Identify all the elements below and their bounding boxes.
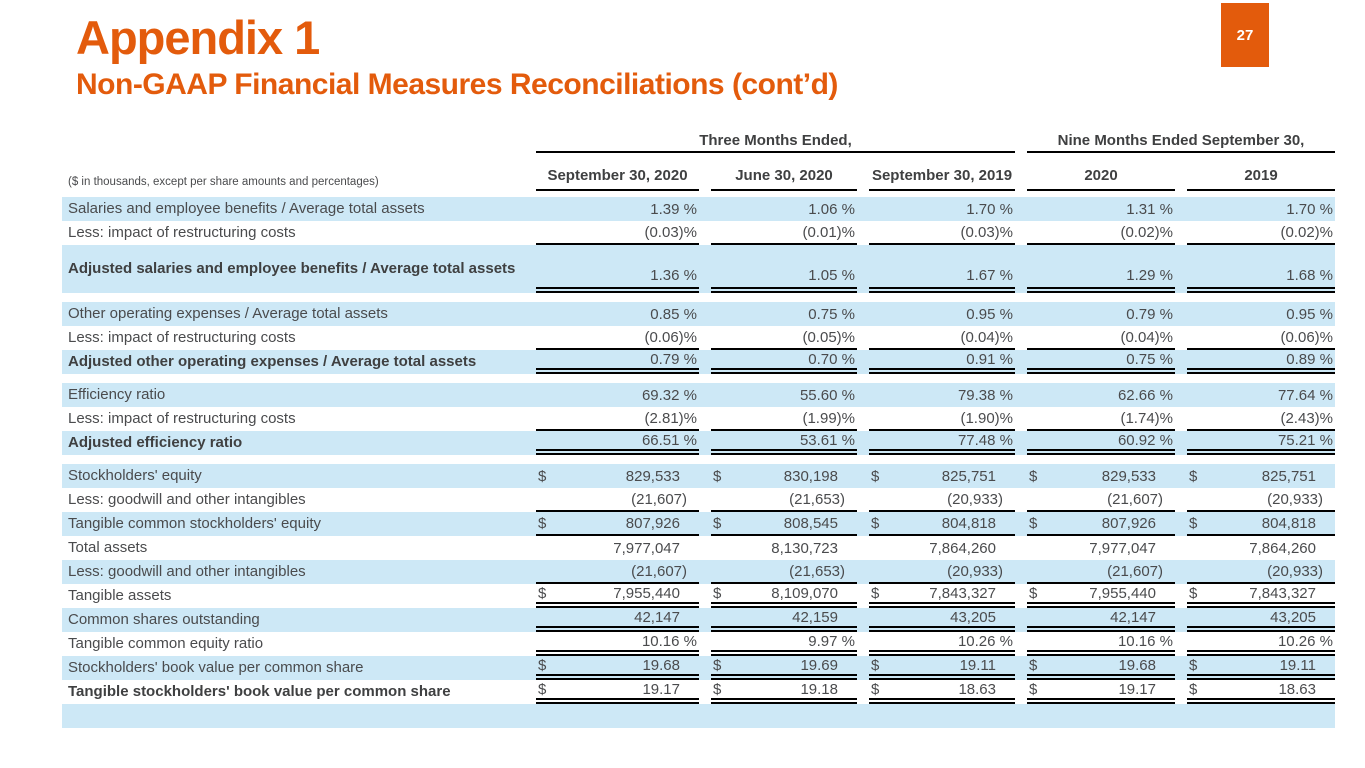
table-row xyxy=(62,560,1335,584)
row-label: Less: impact of restructuring costs xyxy=(68,329,296,347)
value-cell xyxy=(536,560,699,584)
cell-value: 66.51 % xyxy=(641,431,697,449)
cell-value: 10.26 % xyxy=(1277,632,1333,650)
cell-value: 43,205 xyxy=(950,608,996,626)
dollar-sign: $ xyxy=(713,584,722,602)
value-cell xyxy=(1027,680,1175,704)
cell-value: (0.04)% xyxy=(960,328,1013,346)
cell-value: 804,818 xyxy=(941,514,996,532)
reconciliation-table-body xyxy=(62,197,1335,728)
value-cell xyxy=(869,704,1015,728)
cell-value: 19.69 xyxy=(800,656,838,674)
row-label: Other operating expenses / Average total assets xyxy=(68,305,388,323)
value-cell xyxy=(711,197,857,221)
column-header: September 30, 2019 xyxy=(869,155,1015,191)
title-block xyxy=(76,12,838,101)
value-cell xyxy=(536,656,699,680)
cell-value: 0.79 % xyxy=(1126,305,1173,323)
dollar-sign: $ xyxy=(713,514,722,532)
row-label: Adjusted other operating expenses / Average total assets xyxy=(68,353,477,371)
value-cell xyxy=(869,584,1015,608)
cell-value: 10.16 % xyxy=(641,632,697,650)
cell-value: 1.70 % xyxy=(1286,200,1333,218)
cell-value: 0.95 % xyxy=(1286,305,1333,323)
value-cell xyxy=(536,536,699,560)
cell-value: 69.32 % xyxy=(641,386,697,404)
value-cell xyxy=(711,407,857,431)
value-cell xyxy=(711,326,857,350)
value-cell xyxy=(869,536,1015,560)
cell-value: 42,147 xyxy=(634,608,680,626)
value-cell xyxy=(1027,488,1175,512)
group-header-three-months: Three Months Ended, xyxy=(536,132,1015,153)
cell-value: 62.66 % xyxy=(1117,386,1173,404)
cell-value: (0.06)% xyxy=(1280,328,1333,346)
dollar-sign: $ xyxy=(871,656,880,674)
row-label: Less: goodwill and other intangibles xyxy=(68,563,306,581)
spacer-row xyxy=(62,374,1335,383)
cell-value: 1.39 % xyxy=(650,200,697,218)
cell-value: 7,843,327 xyxy=(1249,584,1316,602)
page-number: 27 xyxy=(1236,26,1254,44)
cell-value: 804,818 xyxy=(1261,514,1316,532)
value-cell xyxy=(536,704,699,728)
value-cell xyxy=(1027,383,1175,407)
value-cell xyxy=(1027,512,1175,536)
cell-value: (1.74)% xyxy=(1120,409,1173,427)
row-label: Tangible common stockholders' equity xyxy=(68,515,321,533)
table-note: ($ in thousands, except per share amounts and percentages) xyxy=(68,176,379,188)
cell-value: (20,933) xyxy=(947,562,1003,580)
cell-value: (21,607) xyxy=(631,490,687,508)
cell-value: 79.38 % xyxy=(957,386,1013,404)
value-cell xyxy=(1027,197,1175,221)
value-cell xyxy=(1187,326,1335,350)
table-row xyxy=(62,512,1335,536)
value-cell xyxy=(869,407,1015,431)
cell-value: 7,843,327 xyxy=(929,584,996,602)
row-label: Total assets xyxy=(68,539,148,557)
table-row xyxy=(62,464,1335,488)
table-row xyxy=(62,431,1335,455)
cell-value: (20,933) xyxy=(1267,562,1323,580)
value-cell xyxy=(1027,704,1175,728)
cell-value: 77.64 % xyxy=(1277,386,1333,404)
row-label: Tangible common equity ratio xyxy=(68,635,264,653)
value-cell xyxy=(869,245,1015,293)
value-cell xyxy=(869,383,1015,407)
cell-value: 19.17 xyxy=(1118,680,1156,698)
cell-value: 0.79 % xyxy=(650,350,697,368)
table-row xyxy=(62,704,1335,728)
table-row xyxy=(62,536,1335,560)
row-label: Stockholders' book value per common share xyxy=(68,659,364,677)
row-label: Efficiency ratio xyxy=(68,386,166,404)
table-row xyxy=(62,488,1335,512)
row-label: Salaries and employee benefits / Average total assets xyxy=(68,200,425,218)
column-header-row xyxy=(62,155,1335,191)
row-label xyxy=(62,704,524,728)
value-cell xyxy=(869,350,1015,374)
value-cell xyxy=(1027,302,1175,326)
value-cell xyxy=(1187,680,1335,704)
value-cell xyxy=(1027,431,1175,455)
value-cell xyxy=(1187,704,1335,728)
dollar-sign: $ xyxy=(1189,680,1198,698)
cell-value: 10.16 % xyxy=(1117,632,1173,650)
value-cell xyxy=(1187,431,1335,455)
value-cell xyxy=(869,488,1015,512)
table-row xyxy=(62,302,1335,326)
cell-value: (0.03)% xyxy=(644,223,697,241)
cell-value: 0.95 % xyxy=(966,305,1013,323)
cell-value: 1.68 % xyxy=(1286,267,1333,284)
dollar-sign: $ xyxy=(1029,656,1038,674)
cell-value: 1.05 % xyxy=(808,267,855,284)
value-cell xyxy=(536,632,699,656)
dollar-sign: $ xyxy=(538,680,547,698)
cell-value: (0.02)% xyxy=(1280,223,1333,241)
dollar-sign: $ xyxy=(1029,584,1038,602)
cell-value: 1.67 % xyxy=(966,267,1013,284)
value-cell xyxy=(1187,221,1335,245)
dollar-sign: $ xyxy=(1189,584,1198,602)
value-cell xyxy=(1187,512,1335,536)
value-cell xyxy=(536,608,699,632)
cell-value: (21,607) xyxy=(1107,562,1163,580)
table-row xyxy=(62,632,1335,656)
cell-value: (20,933) xyxy=(1267,490,1323,508)
cell-value: (1.99)% xyxy=(802,409,855,427)
value-cell xyxy=(536,197,699,221)
cell-value: 829,533 xyxy=(1101,467,1156,485)
value-cell xyxy=(1187,302,1335,326)
cell-value: 19.11 xyxy=(959,656,996,674)
value-cell xyxy=(536,680,699,704)
value-cell xyxy=(536,407,699,431)
cell-value: 0.91 % xyxy=(966,350,1013,368)
value-cell xyxy=(536,383,699,407)
table-row xyxy=(62,584,1335,608)
value-cell xyxy=(1027,326,1175,350)
group-header-row xyxy=(62,132,1335,153)
cell-value: (0.01)% xyxy=(802,223,855,241)
value-cell xyxy=(536,488,699,512)
table-row xyxy=(62,326,1335,350)
value-cell xyxy=(536,584,699,608)
table-row xyxy=(62,221,1335,245)
column-header: June 30, 2020 xyxy=(711,155,857,191)
value-cell xyxy=(1187,407,1335,431)
cell-value: 0.75 % xyxy=(1126,350,1173,368)
cell-value: 0.70 % xyxy=(808,350,855,368)
table-row xyxy=(62,656,1335,680)
column-header: September 30, 2020 xyxy=(536,155,699,191)
value-cell xyxy=(711,383,857,407)
cell-value: 18.63 xyxy=(958,680,996,698)
cell-value: (2.81)% xyxy=(644,409,697,427)
value-cell xyxy=(869,560,1015,584)
table-row xyxy=(62,197,1335,221)
column-header: 2020 xyxy=(1027,155,1175,191)
table-row xyxy=(62,350,1335,374)
cell-value: 7,955,440 xyxy=(1089,584,1156,602)
value-cell xyxy=(1187,488,1335,512)
cell-value: 9.97 % xyxy=(808,632,855,650)
cell-value: (20,933) xyxy=(947,490,1003,508)
group-header-spacer xyxy=(62,132,524,153)
dollar-sign: $ xyxy=(538,514,547,532)
value-cell xyxy=(869,656,1015,680)
slide-subtitle: Non-GAAP Financial Measures Reconciliations (cont’d) xyxy=(76,67,838,101)
value-cell xyxy=(711,632,857,656)
cell-value: 8,109,070 xyxy=(771,584,838,602)
value-cell xyxy=(711,584,857,608)
value-cell xyxy=(1027,536,1175,560)
row-label: Stockholders' equity xyxy=(68,467,202,485)
cell-value: 7,864,260 xyxy=(1249,539,1316,557)
value-cell xyxy=(869,302,1015,326)
value-cell xyxy=(1187,536,1335,560)
value-cell xyxy=(1187,383,1335,407)
row-label: Adjusted efficiency ratio xyxy=(68,434,243,452)
value-cell xyxy=(1187,197,1335,221)
value-cell xyxy=(1027,350,1175,374)
value-cell xyxy=(711,560,857,584)
value-cell xyxy=(711,656,857,680)
cell-value: 829,533 xyxy=(625,467,680,485)
cell-value: 807,926 xyxy=(1101,514,1156,532)
value-cell xyxy=(536,245,699,293)
cell-value: 19.68 xyxy=(642,656,680,674)
dollar-sign: $ xyxy=(1189,656,1198,674)
value-cell xyxy=(1027,464,1175,488)
cell-value: 0.85 % xyxy=(650,305,697,323)
value-cell xyxy=(711,221,857,245)
cell-value: 75.21 % xyxy=(1277,431,1333,449)
value-cell xyxy=(711,704,857,728)
cell-value: 60.92 % xyxy=(1117,431,1173,449)
cell-value: 1.36 % xyxy=(650,267,697,284)
cell-value: 42,159 xyxy=(792,608,838,626)
row-label: Adjusted salaries and employee benefits / Average total assets xyxy=(68,260,516,278)
reconciliation-table xyxy=(62,132,1335,728)
value-cell xyxy=(711,680,857,704)
dollar-sign: $ xyxy=(1189,467,1198,485)
dollar-sign: $ xyxy=(871,584,880,602)
table-row xyxy=(62,407,1335,431)
value-cell xyxy=(536,326,699,350)
value-cell xyxy=(1027,584,1175,608)
value-cell xyxy=(536,431,699,455)
cell-value: (21,607) xyxy=(631,562,687,580)
dollar-sign: $ xyxy=(871,467,880,485)
value-cell xyxy=(1027,245,1175,293)
value-cell xyxy=(869,632,1015,656)
dollar-sign: $ xyxy=(538,656,547,674)
value-cell xyxy=(1027,656,1175,680)
value-cell xyxy=(536,302,699,326)
value-cell xyxy=(869,464,1015,488)
cell-value: 55.60 % xyxy=(799,386,855,404)
cell-value: 1.31 % xyxy=(1126,200,1173,218)
value-cell xyxy=(711,245,857,293)
spacer-row xyxy=(62,293,1335,302)
value-cell xyxy=(536,221,699,245)
row-label: Common shares outstanding xyxy=(68,611,260,629)
row-label: Tangible assets xyxy=(68,587,172,605)
cell-value: (21,653) xyxy=(789,490,845,508)
value-cell xyxy=(1027,608,1175,632)
dollar-sign: $ xyxy=(1029,680,1038,698)
dollar-sign: $ xyxy=(1029,467,1038,485)
cell-value: 7,864,260 xyxy=(929,539,996,557)
cell-value: (21,607) xyxy=(1107,490,1163,508)
slide-title: Appendix 1 xyxy=(76,11,320,64)
cell-value: 77.48 % xyxy=(957,431,1013,449)
cell-value: (1.90)% xyxy=(960,409,1013,427)
value-cell xyxy=(869,221,1015,245)
cell-value: 808,545 xyxy=(783,514,838,532)
cell-value: 7,977,047 xyxy=(1089,539,1156,557)
value-cell xyxy=(869,680,1015,704)
value-cell xyxy=(536,512,699,536)
table-row xyxy=(62,383,1335,407)
cell-value: 19.11 xyxy=(1279,656,1316,674)
cell-value: 19.17 xyxy=(642,680,680,698)
value-cell xyxy=(869,608,1015,632)
value-cell xyxy=(1187,632,1335,656)
value-cell xyxy=(536,350,699,374)
cell-value: 53.61 % xyxy=(799,431,855,449)
row-label: Less: goodwill and other intangibles xyxy=(68,491,306,509)
cell-value: (2.43)% xyxy=(1280,409,1333,427)
cell-value: 825,751 xyxy=(941,467,996,485)
page-number-box xyxy=(1221,3,1269,67)
cell-value: 8,130,723 xyxy=(771,539,838,557)
row-label: Tangible stockholders' book value per common share xyxy=(68,683,451,701)
dollar-sign: $ xyxy=(538,467,547,485)
value-cell xyxy=(1187,656,1335,680)
value-cell xyxy=(1187,350,1335,374)
cell-value: 825,751 xyxy=(1261,467,1316,485)
group-header-nine-months: Nine Months Ended September 30, xyxy=(1027,132,1335,153)
value-cell xyxy=(711,608,857,632)
cell-value: 0.75 % xyxy=(808,305,855,323)
dollar-sign: $ xyxy=(871,514,880,532)
value-cell xyxy=(536,464,699,488)
value-cell xyxy=(1187,608,1335,632)
cell-value: (0.02)% xyxy=(1120,223,1173,241)
table-row xyxy=(62,680,1335,704)
cell-value: 7,977,047 xyxy=(613,539,680,557)
column-header: 2019 xyxy=(1187,155,1335,191)
dollar-sign: $ xyxy=(1029,514,1038,532)
value-cell xyxy=(869,197,1015,221)
cell-value: (0.04)% xyxy=(1120,328,1173,346)
cell-value: 19.68 xyxy=(1118,656,1156,674)
value-cell xyxy=(711,302,857,326)
value-cell xyxy=(711,350,857,374)
spacer-row xyxy=(62,455,1335,464)
cell-value: 1.06 % xyxy=(808,200,855,218)
row-label: Less: impact of restructuring costs xyxy=(68,224,296,242)
cell-value: (0.03)% xyxy=(960,223,1013,241)
value-cell xyxy=(1027,407,1175,431)
cell-value: (21,653) xyxy=(789,562,845,580)
dollar-sign: $ xyxy=(713,467,722,485)
cell-value: 1.70 % xyxy=(966,200,1013,218)
value-cell xyxy=(1187,560,1335,584)
cell-value: 0.89 % xyxy=(1286,350,1333,368)
dollar-sign: $ xyxy=(1189,514,1198,532)
value-cell xyxy=(869,431,1015,455)
cell-value: 1.29 % xyxy=(1126,267,1173,284)
dollar-sign: $ xyxy=(538,584,547,602)
value-cell xyxy=(1027,632,1175,656)
value-cell xyxy=(1187,245,1335,293)
dollar-sign: $ xyxy=(713,656,722,674)
value-cell xyxy=(711,512,857,536)
cell-value: 7,955,440 xyxy=(613,584,680,602)
cell-value: (0.06)% xyxy=(644,328,697,346)
value-cell xyxy=(1027,560,1175,584)
value-cell xyxy=(711,464,857,488)
value-cell xyxy=(711,536,857,560)
cell-value: 18.63 xyxy=(1278,680,1316,698)
value-cell xyxy=(711,488,857,512)
cell-value: 43,205 xyxy=(1270,608,1316,626)
value-cell xyxy=(1187,584,1335,608)
dollar-sign: $ xyxy=(713,680,722,698)
table-row xyxy=(62,245,1335,293)
cell-value: 19.18 xyxy=(800,680,838,698)
cell-value: 42,147 xyxy=(1110,608,1156,626)
value-cell xyxy=(869,326,1015,350)
cell-value: 807,926 xyxy=(625,514,680,532)
table-row xyxy=(62,608,1335,632)
cell-value: 830,198 xyxy=(783,467,838,485)
value-cell xyxy=(711,431,857,455)
dollar-sign: $ xyxy=(871,680,880,698)
row-label: Less: impact of restructuring costs xyxy=(68,410,296,428)
value-cell xyxy=(1187,464,1335,488)
value-cell xyxy=(869,512,1015,536)
value-cell xyxy=(1027,221,1175,245)
cell-value: (0.05)% xyxy=(802,328,855,346)
cell-value: 10.26 % xyxy=(957,632,1013,650)
